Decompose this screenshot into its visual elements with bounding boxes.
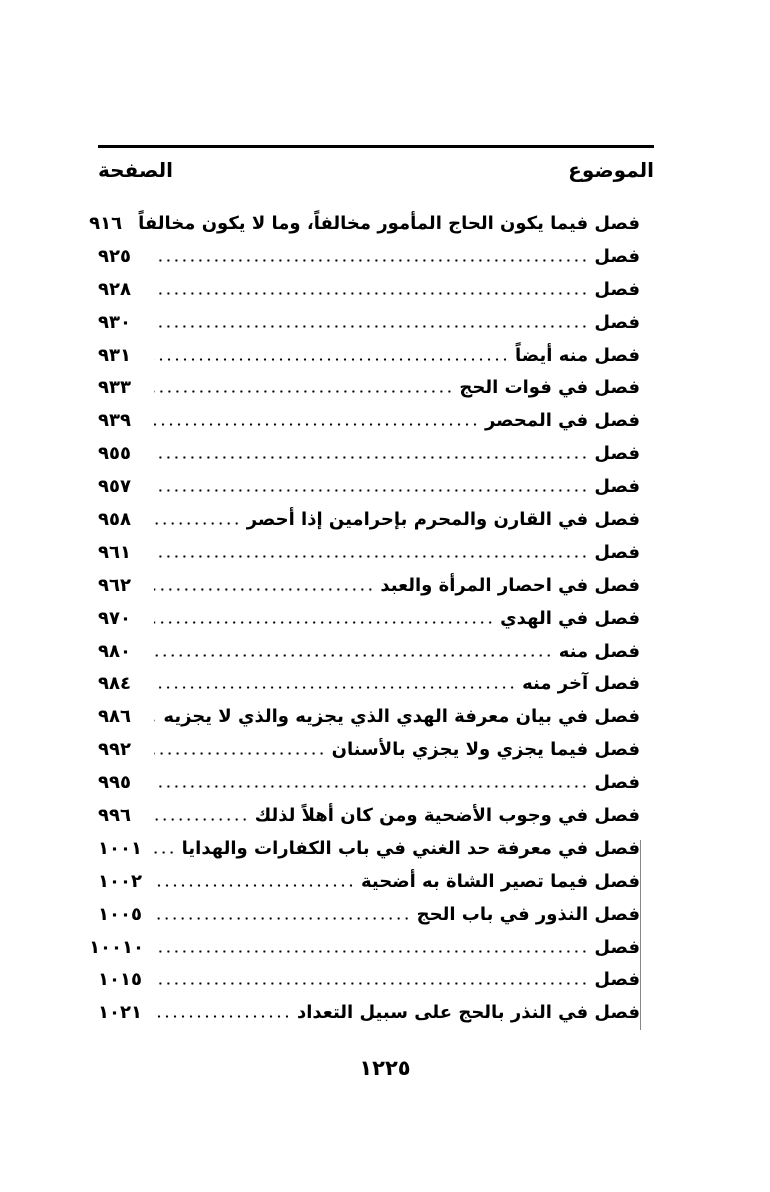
toc-entry-title: فصل منه bbox=[558, 640, 640, 662]
toc-entry-page: ١٠٠٢ bbox=[98, 870, 142, 892]
toc-entry bbox=[98, 503, 640, 536]
toc-entry bbox=[89, 207, 640, 240]
toc-entry-page: ٩٦٢ bbox=[98, 574, 131, 596]
toc-entry-title: فصل bbox=[594, 476, 640, 498]
toc-entry-title: فصل في بيان معرفة الهدي الذي يجزيه والذي لا يجزيه bbox=[163, 706, 640, 728]
margin-line bbox=[640, 840, 641, 1030]
toc-entry-title: فصل آخر منه bbox=[522, 673, 640, 695]
dot-leader bbox=[154, 654, 553, 657]
toc-entry-title: فصل bbox=[594, 443, 640, 465]
toc-entry-title: فصل في وجوب الأضحية ومن كان أهلاً لذلك bbox=[254, 804, 640, 826]
dot-leader bbox=[154, 390, 453, 393]
toc-entry bbox=[98, 437, 640, 470]
toc-entry bbox=[98, 306, 640, 339]
toc-entry-page: ١٠٠١٠ bbox=[89, 936, 144, 958]
toc-entry-title: فصل bbox=[594, 245, 640, 267]
dot-leader bbox=[154, 785, 588, 788]
toc-entry-title: فصل النذور في باب الحج bbox=[416, 903, 640, 925]
toc-entry-page: ٩٧٠ bbox=[98, 607, 131, 629]
toc-entry-page: ٩٩٢ bbox=[98, 739, 131, 761]
dot-leader bbox=[154, 325, 588, 328]
toc-entry-page: ١٠٢١ bbox=[98, 1002, 142, 1024]
dot-leader bbox=[154, 884, 355, 887]
dot-leader bbox=[154, 752, 326, 755]
toc-entry bbox=[98, 766, 640, 799]
toc-entry bbox=[98, 667, 640, 700]
toc-entry bbox=[98, 963, 640, 996]
toc-entry-page: ٩٨٠ bbox=[98, 640, 131, 662]
toc-header bbox=[98, 156, 654, 184]
toc-entry-page: ١٠٠٥ bbox=[98, 903, 142, 925]
toc-entry bbox=[98, 536, 640, 569]
toc-entry-page: ٩٩٦ bbox=[98, 804, 131, 826]
dot-leader bbox=[154, 358, 509, 361]
dot-leader bbox=[154, 818, 249, 821]
toc-entry-title: فصل bbox=[594, 541, 640, 563]
toc-entry-title: فصل فيما يكون الحاج المأمور مخالفاً، وما لا يكون مخالفاً bbox=[138, 212, 640, 234]
toc-entry bbox=[98, 240, 640, 273]
toc-entry bbox=[98, 996, 640, 1029]
dot-leader bbox=[154, 719, 157, 722]
toc-entry-title: فصل فيما تصير الشاة به أضحية bbox=[360, 870, 640, 892]
toc-entry-title: فصل في المحصر bbox=[484, 410, 640, 432]
toc-entry-page: ٩٨٦ bbox=[98, 706, 131, 728]
dot-leader bbox=[154, 588, 374, 591]
dot-leader bbox=[154, 456, 588, 459]
toc-entry bbox=[98, 635, 640, 668]
toc-entry-page: ٩٣٠ bbox=[98, 311, 131, 333]
toc-entry-page: ١٠١٥ bbox=[98, 969, 142, 991]
dot-leader bbox=[154, 489, 588, 492]
toc-entry-title: فصل في الهدي bbox=[500, 607, 640, 629]
dot-leader bbox=[154, 917, 411, 920]
subject-column-label: الموضوع bbox=[568, 158, 654, 182]
toc-entry bbox=[98, 700, 640, 733]
toc-entry-page: ٩٩٥ bbox=[98, 772, 131, 794]
dot-leader bbox=[154, 555, 588, 558]
toc-entry bbox=[98, 404, 640, 437]
toc-entry bbox=[89, 931, 640, 964]
dot-leader bbox=[154, 423, 479, 426]
toc-entry-title: فصل bbox=[594, 772, 640, 794]
top-rule bbox=[98, 145, 654, 148]
toc-entry-page: ٩٣٩ bbox=[98, 410, 131, 432]
toc-entry bbox=[98, 865, 640, 898]
dot-leader bbox=[154, 686, 516, 689]
dot-leader bbox=[154, 982, 588, 985]
toc-entry-page: ٩٦١ bbox=[98, 541, 131, 563]
toc-entry-title: فصل bbox=[594, 969, 640, 991]
table-of-contents bbox=[89, 207, 640, 1029]
toc-entry bbox=[98, 339, 640, 372]
dot-leader bbox=[154, 950, 588, 953]
toc-entry-page: ١٠٠١ bbox=[98, 837, 142, 859]
toc-entry-title: فصل منه أيضاً bbox=[515, 344, 640, 366]
toc-entry bbox=[98, 602, 640, 635]
toc-entry-page: ٩٥٥ bbox=[98, 443, 131, 465]
toc-entry bbox=[98, 832, 640, 865]
page-number: ١٢٢٥ bbox=[359, 1056, 411, 1080]
toc-entry-title: فصل في احصار المرأة والعبد bbox=[380, 574, 640, 596]
toc-entry bbox=[98, 273, 640, 306]
toc-entry bbox=[98, 569, 640, 602]
dot-leader bbox=[154, 292, 588, 295]
dot-leader bbox=[154, 851, 176, 854]
toc-entry-title: فصل bbox=[594, 278, 640, 300]
toc-entry-page: ٩٣٣ bbox=[98, 377, 131, 399]
toc-entry bbox=[98, 371, 640, 404]
page-column-label: الصفحة bbox=[98, 158, 174, 182]
toc-entry-title: فصل bbox=[594, 311, 640, 333]
toc-entry-page: ٩١٦ bbox=[89, 212, 123, 234]
toc-entry-page: ٩٣١ bbox=[98, 344, 131, 366]
dot-leader bbox=[154, 522, 241, 525]
toc-entry-title: فصل في معرفة حد الغني في باب الكفارات والهدايا bbox=[181, 837, 640, 859]
toc-entry-title: فصل في فوات الحج bbox=[459, 377, 640, 399]
toc-entry-page: ٩٨٤ bbox=[98, 673, 131, 695]
toc-entry-page: ٩٥٨ bbox=[98, 508, 131, 530]
dot-leader bbox=[154, 259, 588, 262]
toc-entry bbox=[98, 898, 640, 931]
toc-entry-page: ٩٥٧ bbox=[98, 476, 131, 498]
toc-entry-title: فصل bbox=[594, 936, 640, 958]
dot-leader bbox=[154, 1015, 291, 1018]
toc-entry bbox=[98, 733, 640, 766]
toc-entry-title: فصل في القارن والمحرم بإحرامين إذا أحصر bbox=[246, 508, 640, 530]
toc-entry bbox=[98, 470, 640, 503]
toc-entry bbox=[98, 799, 640, 832]
toc-entry-title: فصل فيما يجزي ولا يجزي بالأسنان bbox=[331, 739, 640, 761]
toc-entry-page: ٩٢٨ bbox=[98, 278, 131, 300]
toc-entry-page: ٩٢٥ bbox=[98, 245, 131, 267]
dot-leader bbox=[154, 621, 494, 624]
toc-entry-title: فصل في النذر بالحج على سبيل التعداد bbox=[296, 1002, 640, 1024]
